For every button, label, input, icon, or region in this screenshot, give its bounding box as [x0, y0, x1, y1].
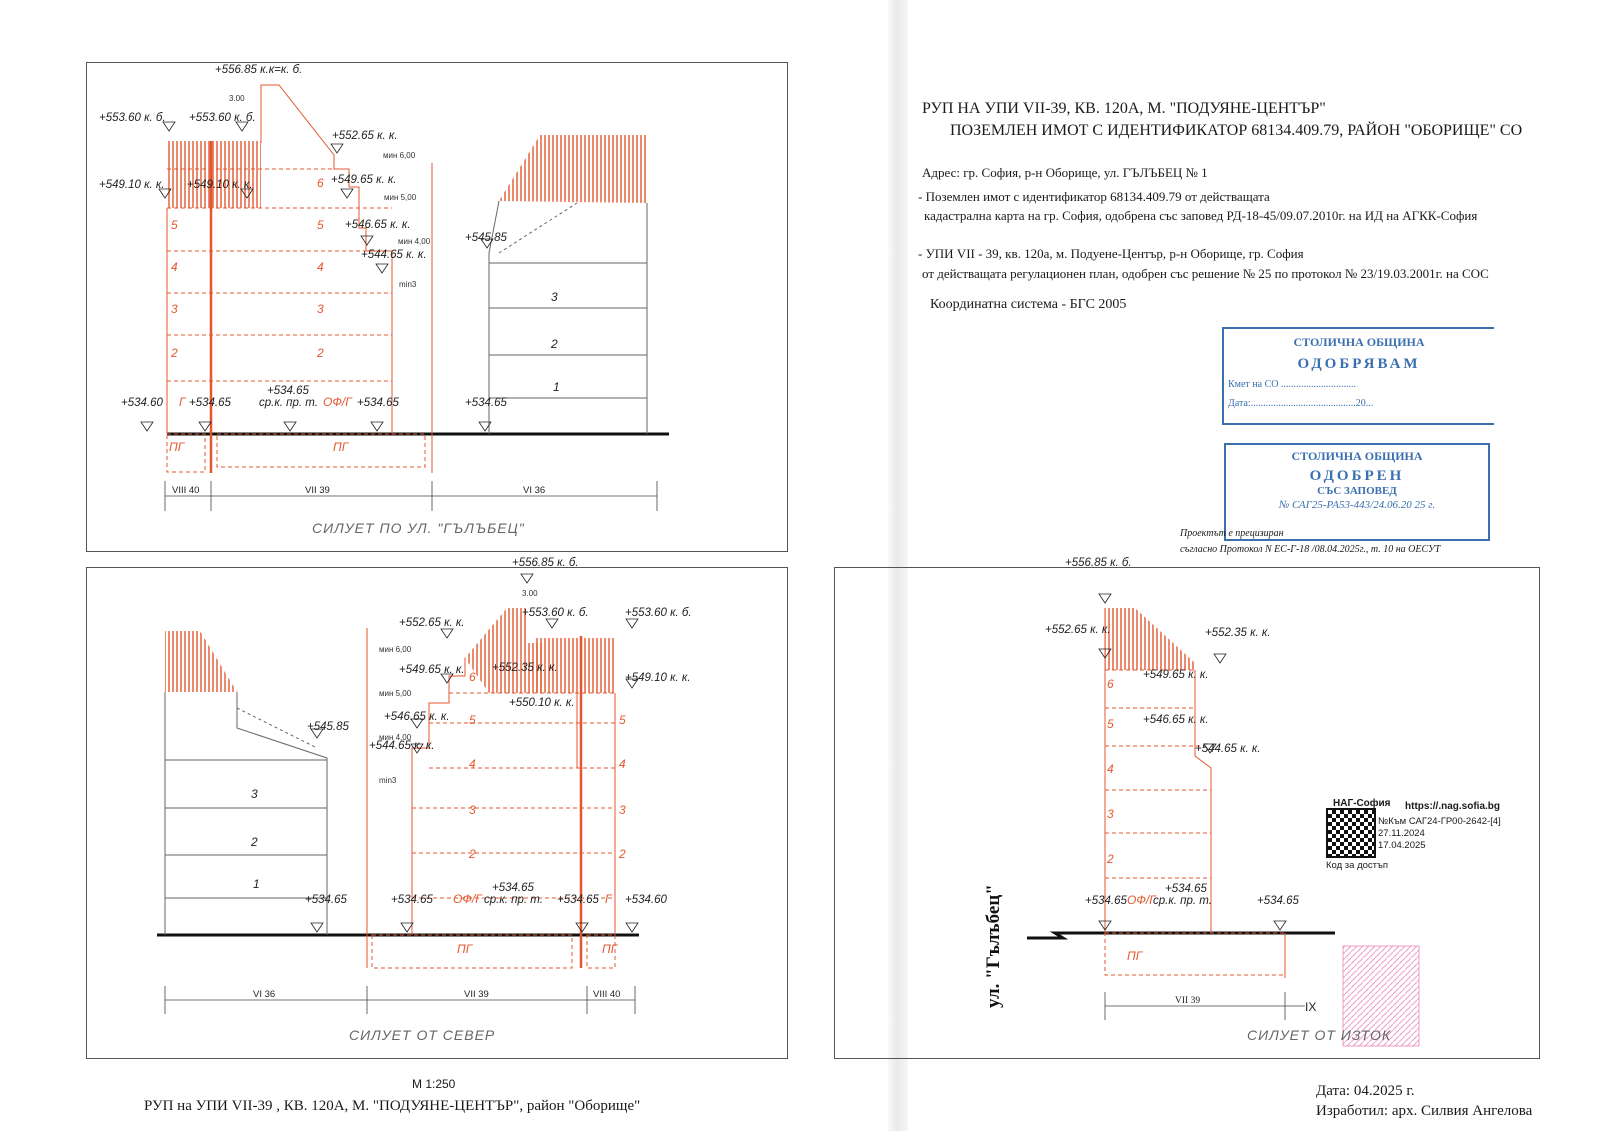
level-label: +534.60	[121, 397, 163, 409]
floor-number: 3	[171, 302, 178, 316]
dim-label: мин 5,00	[379, 689, 412, 698]
ofg-label: ОФ/Г	[1127, 893, 1156, 907]
level-label: +534.65	[189, 397, 231, 409]
dim-label: min3	[379, 776, 397, 785]
header-block	[922, 98, 1522, 142]
level-label: +545.85	[465, 232, 507, 244]
note-line-2: съгласно Протокол N ЕС-Г-18 /08.04.2025г., т. 10 на ОЕСУТ	[1180, 544, 1441, 555]
floor-number: 2	[251, 835, 258, 849]
qr-code	[1326, 808, 1376, 858]
drawing-caption: СИЛУЕТ ОТ СЕВЕР	[349, 1027, 496, 1043]
floor-number: 5	[317, 218, 324, 232]
level-label: +534.65	[465, 397, 507, 409]
floor-number: 4	[171, 260, 178, 274]
level-label: +553.60 к. б.	[522, 607, 589, 619]
level-label: +553.60 к. б.	[625, 607, 692, 619]
level-label: +544.65 к. к.	[361, 249, 427, 261]
ofg-label: ОФ/Г	[323, 395, 352, 409]
g-label: Г	[605, 892, 612, 906]
level-label: +549.65 к. к.	[1143, 669, 1209, 681]
g-label: Г	[179, 395, 186, 409]
upi-line-2: от действащата регулационен план, одобрен със решение № 25 по протокол № 23/19.03.2001г. на СОС	[922, 266, 1489, 281]
floor-number: 3	[251, 787, 258, 801]
pg-label: ПГ	[602, 942, 618, 956]
silhouette-street-svg	[87, 63, 787, 551]
level-label: +534.65	[1085, 895, 1127, 907]
plot-label: VI 36	[523, 485, 546, 496]
roof-hatch-left	[165, 631, 237, 692]
footer-title: РУП на УПИ VII-39 , КВ. 120А, М. "ПОДУЯНЕ-ЦЕНТЪР", район "Оборище"	[144, 1098, 641, 1114]
floor-number: 4	[469, 757, 476, 771]
stamp-org: СТОЛИЧНА ОБЩИНА	[1293, 335, 1425, 349]
floor-number: 6	[1107, 677, 1114, 691]
floor-number: 4	[317, 260, 324, 274]
level-label: +546.65 к. к.	[384, 711, 450, 723]
dim-label: мин 6,00	[379, 645, 412, 654]
level-label: +534.65	[391, 894, 433, 906]
roof-hatch-right	[499, 135, 647, 203]
plot-label: VII 39	[464, 989, 489, 1000]
drawing-caption: СИЛУЕТ ОТ ИЗТОК	[1247, 1027, 1392, 1043]
level-label: +552.65 к. к.	[1045, 624, 1111, 636]
level-label: +553.60 к. б.	[189, 112, 256, 124]
floor-number: 1	[253, 877, 260, 891]
floor-number: 2	[469, 847, 476, 861]
header-title-1: РУП НА УПИ VII-39, КВ. 120А, М. "ПОДУЯНЕ-ЦЕНТЪР"	[922, 100, 1326, 117]
approval-stamp-1	[1222, 327, 1494, 425]
level-label: +534.65	[305, 894, 347, 906]
mid-level-note: ср.к. пр. т.	[259, 397, 318, 409]
stamp-date: Дата:..........................................20...	[1228, 398, 1374, 409]
drawing-silhouette-north	[86, 557, 788, 1059]
floor-number: 5	[1107, 717, 1114, 731]
plot-label: VII 39	[1175, 996, 1201, 1006]
floor-number: 5	[171, 218, 178, 232]
level-label: +544.65 к. к.	[369, 740, 435, 752]
drawing-caption: СИЛУЕТ ПО УЛ. "ГЪЛЪБЕЦ"	[312, 520, 525, 536]
level-label: +556.85 к. б.	[512, 557, 579, 569]
stamp-number: № САГ25-РА53-443/24.06.20 25 г.	[1278, 499, 1436, 511]
level-label: +544.65 к. к.	[1195, 743, 1261, 755]
address: Адрес: гр. София, р-н Оборище, ул. ГЪЛЪБЕЦ № 1	[922, 165, 1208, 180]
level-label: +546.65 к. к.	[345, 219, 411, 231]
silhouette-east-svg	[835, 557, 1539, 1058]
silhouette-north-svg	[87, 557, 787, 1058]
pg-label: ПГ	[169, 440, 185, 454]
stamp-org: СТОЛИЧНА ОБЩИНА	[1291, 449, 1423, 463]
parcel-line-2: кадастрална карта на гр. София, одобрена със заповед РД-18-45/09.07.2010г. на ИД на АГКК-София	[924, 208, 1478, 223]
pg-label: ПГ	[1127, 949, 1143, 963]
mid-level-label: +534.65	[492, 882, 534, 894]
floor-number: 3	[1107, 807, 1114, 821]
header-title-2: ПОЗЕМЛЕН ИМОТ С ИДЕНТИФИКАТОР 68134.409.79, РАЙОН "ОБОРИЩЕ" СО	[950, 122, 1523, 139]
level-label: +549.10 к. к.	[625, 672, 691, 684]
floor-number: 2	[551, 337, 558, 351]
level-label: +534.60	[625, 894, 667, 906]
level-label: +534.65	[357, 397, 399, 409]
plot-label: VI 36	[253, 989, 276, 1000]
drawing-silhouette-street	[86, 62, 788, 552]
level-label: +545.85	[307, 721, 349, 733]
level-label: +552.35 к. к.	[1205, 627, 1271, 639]
floor-number: 3	[469, 803, 476, 817]
stamp-order: СЪС ЗАПОВЕД	[1317, 485, 1397, 497]
plot-label: VIII 40	[172, 485, 200, 496]
floor-number: 3	[317, 302, 324, 316]
mid-level-note: ср.к. пр. т.	[484, 894, 543, 906]
plot-label: VIII 40	[593, 989, 621, 1000]
drawing-silhouette-east	[834, 557, 1540, 1059]
parcel-line-1: - Поземлен имот с идентификатор 68134.409.79 от действащата	[918, 189, 1270, 204]
floor-number: 4	[619, 757, 626, 771]
qr-url: https://.nag.sofia.bg	[1405, 801, 1500, 812]
dim-label: 3.00	[522, 589, 538, 598]
level-label: +549.65 к. к.	[331, 174, 397, 186]
upi-line-1: - УПИ VII - 39, кв. 120а, м. Подуене-Център, р-н Оборище, гр. София	[918, 246, 1304, 261]
qr-date-2: 17.04.2025	[1378, 840, 1426, 851]
level-label: +549.10 к. к.	[99, 179, 165, 191]
qr-date-1: 27.11.2024	[1378, 828, 1425, 839]
scale-label: М 1:250	[412, 1077, 456, 1091]
qr-ref: №Към САГ24-ГР00-2642-[4]	[1378, 816, 1501, 827]
note-line-1: Проектът е прецизиран	[1180, 528, 1284, 539]
stamp-mayor: Кмет на СО ..............................	[1228, 379, 1356, 390]
level-label: +534.65	[1257, 895, 1299, 907]
roof-hatch-mid	[465, 608, 542, 693]
roof-hatch	[1105, 608, 1195, 670]
stamp-word: ОДОБРЕН	[1309, 468, 1405, 484]
floor-number: 5	[469, 713, 476, 727]
floor-number: 2	[317, 346, 324, 360]
mid-level-label: +534.65	[267, 385, 309, 397]
mid-level-label: +534.65	[1165, 883, 1207, 895]
plot-mark: IX	[1305, 1000, 1317, 1014]
floor-number: 2	[171, 346, 178, 360]
dim-label: мин 4,00	[379, 733, 412, 742]
floor-number: 4	[1107, 762, 1114, 776]
level-label: +552.65 к. к.	[332, 130, 398, 142]
level-label: +546.65 к. к.	[1143, 714, 1209, 726]
floor-number: 3	[551, 290, 558, 304]
dim-label: min3	[399, 280, 417, 289]
floor-number: 3	[619, 803, 626, 817]
level-label: +549.10 к. к.	[187, 179, 253, 191]
pg-label: ПГ	[457, 942, 473, 956]
floor-number: 6	[317, 176, 324, 190]
dim-label: мин 5,00	[384, 193, 417, 202]
level-label: +550.10 к. к.	[509, 697, 575, 709]
dim-label: мин 4,00	[398, 237, 431, 246]
floor-number: 6	[469, 670, 476, 684]
dim-label: мин 6,00	[383, 151, 416, 160]
floor-number: 1	[553, 380, 560, 394]
level-label: +552.65 к. к.	[399, 617, 465, 629]
stamp-word: ОДОБРЯВАМ	[1297, 356, 1421, 372]
coordinate-system: Координатна система - БГС 2005	[930, 297, 1127, 312]
qr-access: Код за достъп	[1326, 860, 1389, 871]
footer-author: Изработил: арх. Силвия Ангелова	[1316, 1103, 1533, 1119]
ofg-label: ОФ/Г	[453, 892, 482, 906]
street-label: ул. "Гълъбец"	[983, 884, 1004, 1008]
level-label: +549.65 к. к.	[399, 664, 465, 676]
level-label: +534.65	[557, 894, 599, 906]
qr-details	[1378, 816, 1501, 852]
footer-date: Дата: 04.2025 г.	[1316, 1083, 1415, 1099]
plot-label: VII 39	[305, 485, 330, 496]
floor-number: 2	[619, 847, 626, 861]
qr-org: НАГ-София	[1333, 798, 1391, 809]
floor-number: 5	[619, 713, 626, 727]
level-label: +552.35 к. к.	[492, 662, 558, 674]
pg-label: ПГ	[333, 440, 349, 454]
floor-number: 2	[1107, 852, 1114, 866]
level-label: +556.85 к. б.	[1065, 557, 1132, 569]
mid-level-note: ср.к. пр. т.	[1153, 895, 1212, 907]
dim-label: 3.00	[229, 94, 245, 103]
level-label: +553.60 к. б.	[99, 112, 166, 124]
ground-line	[1027, 933, 1335, 938]
level-label: +556.85 к.к=к. б.	[215, 64, 303, 76]
